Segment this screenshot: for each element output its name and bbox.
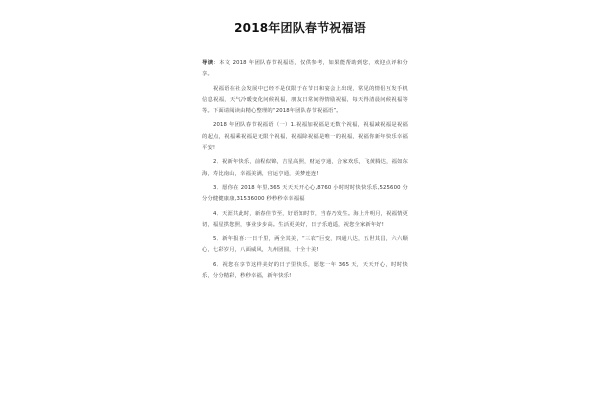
document-title: 2018年团队春节祝福语	[234, 21, 366, 35]
paragraph-context: 祝福语在社会发展中已经不是仅限于在节日和宴会上出现，常见的情侣互发手机信息祝福，天气冷暖变化问候祝福，朋友日常间得情励祝福，每天得清晨问候祝福等等。下面请阅读由精心整理的“2018年团队春节祝福语”。	[202, 85, 408, 115]
blessing-item-6: 6．祝您在享节这样美好的日子里快乐，愿您一年 365 天，天天开心，时时快乐，分分精彩，秒秒幸福，新年快乐!	[202, 261, 408, 280]
blessing-item-5: 5．新年报喜:一日千里，两全其美，“三农”巨变，四通八达，五世其昌，六六顺心，七彩岁月，八面威风，九州团圆，十全十美!	[202, 236, 408, 254]
blessing-item-1: 2018 年团队春节祝福语（一）1.祝福加祝福是无数个祝福，祝福减祝福是祝福的起点，祝福乘祝福是无限个祝福，祝福除祝福是唯一的祝福，祝福你新年快乐幸福平安!	[202, 122, 408, 152]
blessing-item-3: 3．愿你在 2018 年里,365 天天天开心心,8760 小时时时快快乐乐,525600 分分分健健康康,31536000 秒秒秒幸幸福福	[202, 184, 408, 203]
blessing-item-2: 2．祝新年快乐，前程似锦，吉星高照，财运亨通，合家欢乐，飞黄腾达，福如东海，寿比南山，幸福美满，官运亨通，美梦连连!	[202, 159, 408, 177]
blessing-item-4: 4．天涯共此时，新春佳节至，好语知时节，当春乃发生。海上升明月，祝福情更切，福星拱您照，事业步步高。生活更美好，日子乐逍遥，祝您全家新年好!	[202, 210, 408, 228]
lead-label: 导读	[202, 60, 214, 66]
intro-paragraph	[202, 58, 408, 81]
document-body	[202, 58, 408, 285]
intro-text: ：本文 2018 年团队春节祝福语，仅供参考，如果能帮助到您，欢迎点评和分享。	[202, 60, 408, 78]
